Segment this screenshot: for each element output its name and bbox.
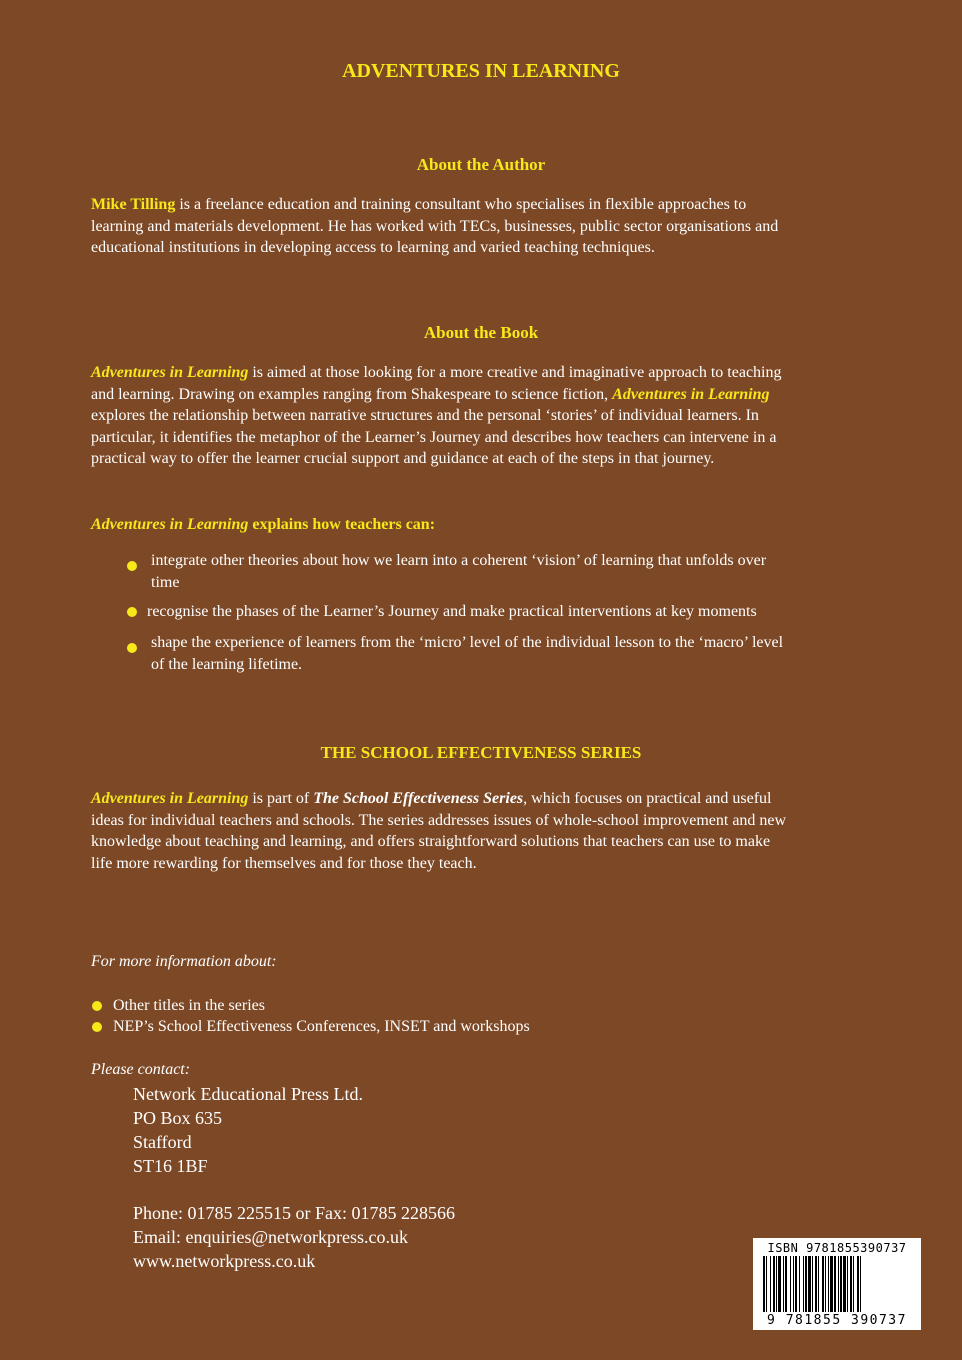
info-label-text: For more information about: <box>91 953 277 970</box>
book-line: explores the relationship between narrative structures and the personal ‘stories’ of individual learners. In <box>91 407 759 424</box>
info-label <box>91 951 277 973</box>
book-paragraph <box>91 362 871 470</box>
author-line: is a freelance education and training consultant who specialises in flexible approaches to <box>175 196 747 213</box>
author-line: educational institutions in developing access to learning and varied teaching techniques. <box>91 239 655 256</box>
series-line: ideas for individual teachers and schools. The series addresses issues of whole-school improvement and new <box>91 811 787 829</box>
list-item <box>151 550 871 593</box>
list-item <box>151 632 871 675</box>
bullet-icon <box>92 1001 102 1011</box>
book-line: particular, it identifies the metaphor of the Learner’s Journey and describes how teachers can intervene in a <box>91 428 777 446</box>
address-line: ST16 1BF <box>133 1156 208 1176</box>
book-title-inline: Adventures in Learning <box>91 516 249 533</box>
address-line: PO Box 635 <box>133 1108 223 1128</box>
author-heading: About the Author <box>416 155 546 174</box>
list-item-line: of the learning lifetime. <box>151 655 303 673</box>
bullet-icon <box>127 643 137 653</box>
explains-text: explains how teachers can: <box>248 516 436 533</box>
list-item-line: integrate other theories about how we learn into a coherent ‘vision’ of learning that unfolds over <box>151 552 767 569</box>
isbn-barcode <box>753 1238 921 1330</box>
series-line: knowledge about teaching and learning, and offers straightforward solutions that teachers can use to make <box>91 833 771 850</box>
list-item-line: shape the experience of learners from the ‘micro’ level of the individual lesson to the ‘macro’ level <box>151 634 784 651</box>
barcode-digits: 9 781855 390737 <box>767 1313 907 1328</box>
bullet-icon <box>127 561 137 571</box>
list-item-line: recognise the phases of the Learner’s Journey and make practical interventions at key moments <box>147 603 757 620</box>
explains-heading <box>91 514 871 536</box>
book-line: and learning. Drawing on examples ranging from Shakespeare to science fiction, <box>91 385 613 403</box>
bullet-icon <box>92 1022 102 1032</box>
list-item-line: time <box>151 573 180 591</box>
address-line: Network Educational Press Ltd. <box>133 1084 363 1104</box>
series-paragraph <box>91 788 871 874</box>
author-line: learning and materials development. He has worked with TECs, businesses, public sector organisations and <box>91 217 779 235</box>
book-line: practical way to offer the learner crucial support and guidance at each of the steps in that journey. <box>91 450 715 467</box>
phone-line: Phone: 01785 225515 or Fax: 01785 228566 <box>133 1203 455 1223</box>
isbn-label: ISBN 9781855390737 <box>767 1241 907 1255</box>
series-text: is part of <box>248 790 314 807</box>
book-line: is aimed at those looking for a more creative and imaginative approach to teaching <box>248 364 782 381</box>
author-paragraph <box>91 194 871 259</box>
bullet-icon <box>127 607 137 617</box>
email-line: Email: enquiries@networkpress.co.uk <box>133 1227 409 1247</box>
address-line: Stafford <box>133 1132 192 1152</box>
info-item: NEP’s School Effectiveness Conferences, INSET and workshops <box>113 1018 530 1035</box>
web-line: www.networkpress.co.uk <box>133 1251 316 1271</box>
address-block <box>133 1082 363 1178</box>
info-item: Other titles in the series <box>113 997 265 1014</box>
contact-label <box>91 1059 190 1081</box>
book-title-inline: Adventures in Learning <box>612 385 770 403</box>
series-text: , which focuses on practical and useful <box>523 790 772 807</box>
contact-details <box>133 1201 455 1273</box>
author-name: Mike Tilling <box>91 196 176 213</box>
series-heading: THE SCHOOL EFFECTIVENESS SERIES <box>320 743 642 762</box>
book-title-inline: Adventures in Learning <box>91 790 249 807</box>
series-line: life more rewarding for themselves and for those they teach. <box>91 854 477 872</box>
barcode-icon <box>763 1256 911 1312</box>
list-item <box>147 601 867 623</box>
page-title: ADVENTURES IN LEARNING <box>342 60 620 82</box>
series-name: The School Effectiveness Series <box>313 790 524 807</box>
book-heading: About the Book <box>423 323 539 342</box>
contact-label-text: Please contact: <box>91 1061 191 1078</box>
book-title-inline: Adventures in Learning <box>91 364 249 381</box>
